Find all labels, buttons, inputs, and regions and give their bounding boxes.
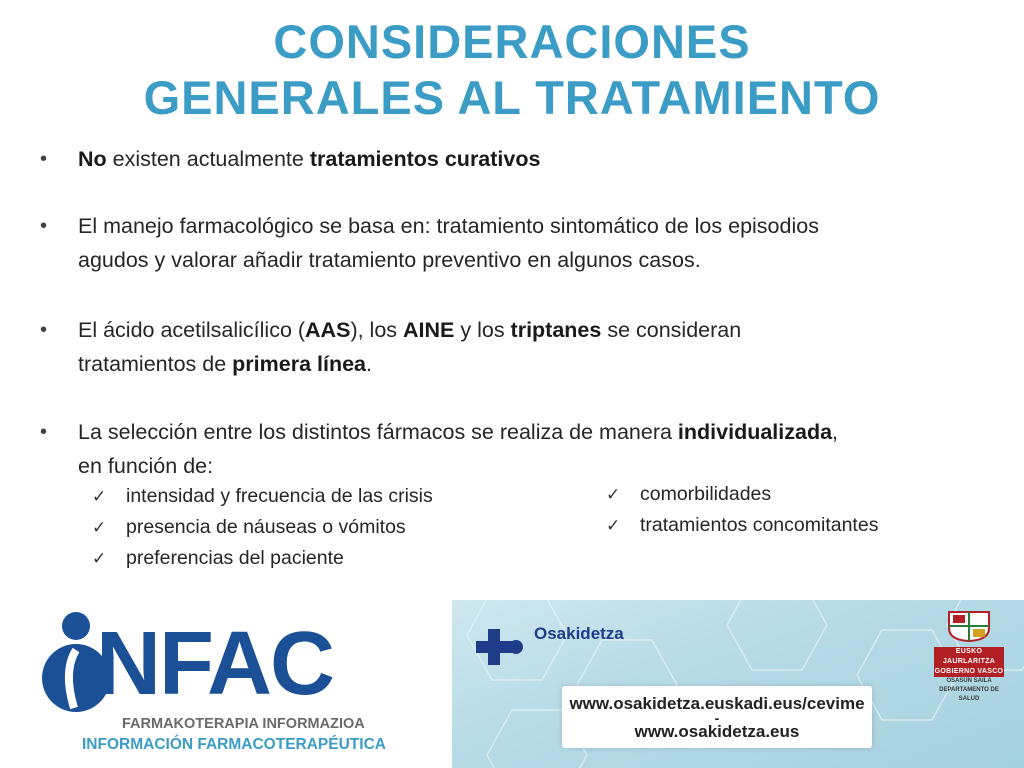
- checklist-item: [92, 512, 433, 543]
- bullet-dot: •: [40, 421, 48, 443]
- bullet-item: [38, 313, 741, 381]
- bullet-dot: •: [40, 319, 48, 341]
- coat-of-arms-icon: [943, 608, 995, 642]
- checklist-text: comorbilidades: [640, 483, 772, 505]
- footer-banner: [452, 600, 1024, 768]
- url-separator: -: [714, 710, 720, 726]
- text: y los: [454, 318, 511, 342]
- bullet-line: El manejo farmacológico se basa en: tratamiento sintomático de los episodios: [78, 214, 819, 238]
- bold-text: tratamientos curativos: [309, 147, 541, 171]
- text: .: [366, 352, 372, 376]
- text: en función de:: [78, 454, 214, 478]
- bullet-line: agudos y valorar añadir tratamiento preventivo en algunos casos.: [78, 248, 701, 272]
- gov-line-1: EUSKO JAURLARITZA: [934, 647, 1004, 667]
- bold-text: AAS: [305, 318, 351, 342]
- bullet-dot: •: [40, 148, 48, 170]
- bold-text: No: [78, 147, 107, 171]
- bullet-item: [38, 209, 819, 277]
- checkmark-icon: ✓: [92, 518, 107, 537]
- checkmark-icon: ✓: [92, 549, 107, 568]
- checklist-text: presencia de náuseas o vómitos: [126, 516, 406, 538]
- checklist-item: [92, 481, 433, 512]
- checklist-left: [92, 481, 433, 574]
- checkmark-icon: ✓: [92, 487, 107, 506]
- link-cevime[interactable]: www.osakidetza.euskadi.eus/cevime: [569, 694, 865, 713]
- slide-title: [0, 14, 1024, 126]
- bold-text: triptanes: [510, 318, 602, 342]
- checklist-text: preferencias del paciente: [126, 547, 344, 569]
- text: ,: [832, 420, 839, 444]
- checklist-item: [606, 510, 878, 541]
- text: El ácido acetilsalicílico (: [78, 318, 306, 342]
- infac-subtitle-eu: FARMAKOTERAPIA INFORMAZIOA: [122, 716, 365, 732]
- bold-text: primera línea: [232, 352, 367, 376]
- text: La selección entre los distintos fármacos se realiza de manera: [78, 420, 678, 444]
- link-osakidetza[interactable]: www.osakidetza.eus: [634, 722, 800, 741]
- checklist-item: [606, 479, 878, 510]
- infac-subtitle-es: INFORMACIÓN FARMACOTERAPÉUTICA: [82, 736, 386, 753]
- checklist-right: [606, 479, 878, 541]
- gov-line-4: DEPARTAMENTO DE SALUD: [939, 687, 999, 702]
- bullet-dot: •: [40, 215, 48, 237]
- osakidetza-logo-icon: [468, 626, 528, 676]
- infac-logo: [38, 606, 438, 766]
- text: existen actualmente: [106, 147, 310, 171]
- osakidetza-name: Osakidetza: [534, 624, 624, 643]
- checklist-item: [92, 543, 433, 574]
- gobierno-vasco-logo: [934, 608, 1004, 704]
- text: tratamientos de: [78, 352, 233, 376]
- gov-line-3: OSASUN SAILA: [946, 678, 992, 684]
- checkmark-icon: ✓: [606, 485, 621, 504]
- gov-line-2: GOBIERNO VASCO: [934, 668, 1004, 675]
- url-box: [562, 686, 872, 748]
- bold-text: AINE: [403, 318, 455, 342]
- bold-text: individualizada: [677, 420, 833, 444]
- text: ), los: [350, 318, 404, 342]
- title-line-2: GENERALES AL TRATAMIENTO: [143, 71, 881, 124]
- infac-i-letter: i: [76, 686, 77, 687]
- bullet-item: [38, 142, 540, 176]
- bullet-item: [38, 415, 838, 483]
- checklist-text: intensidad y frecuencia de las crisis: [126, 485, 433, 507]
- checklist-text: tratamientos concomitantes: [640, 514, 879, 536]
- title-line-1: CONSIDERACIONES: [273, 15, 751, 68]
- infac-word: NFAC: [96, 614, 333, 714]
- checkmark-icon: ✓: [606, 516, 621, 535]
- text: se consideran: [601, 318, 742, 342]
